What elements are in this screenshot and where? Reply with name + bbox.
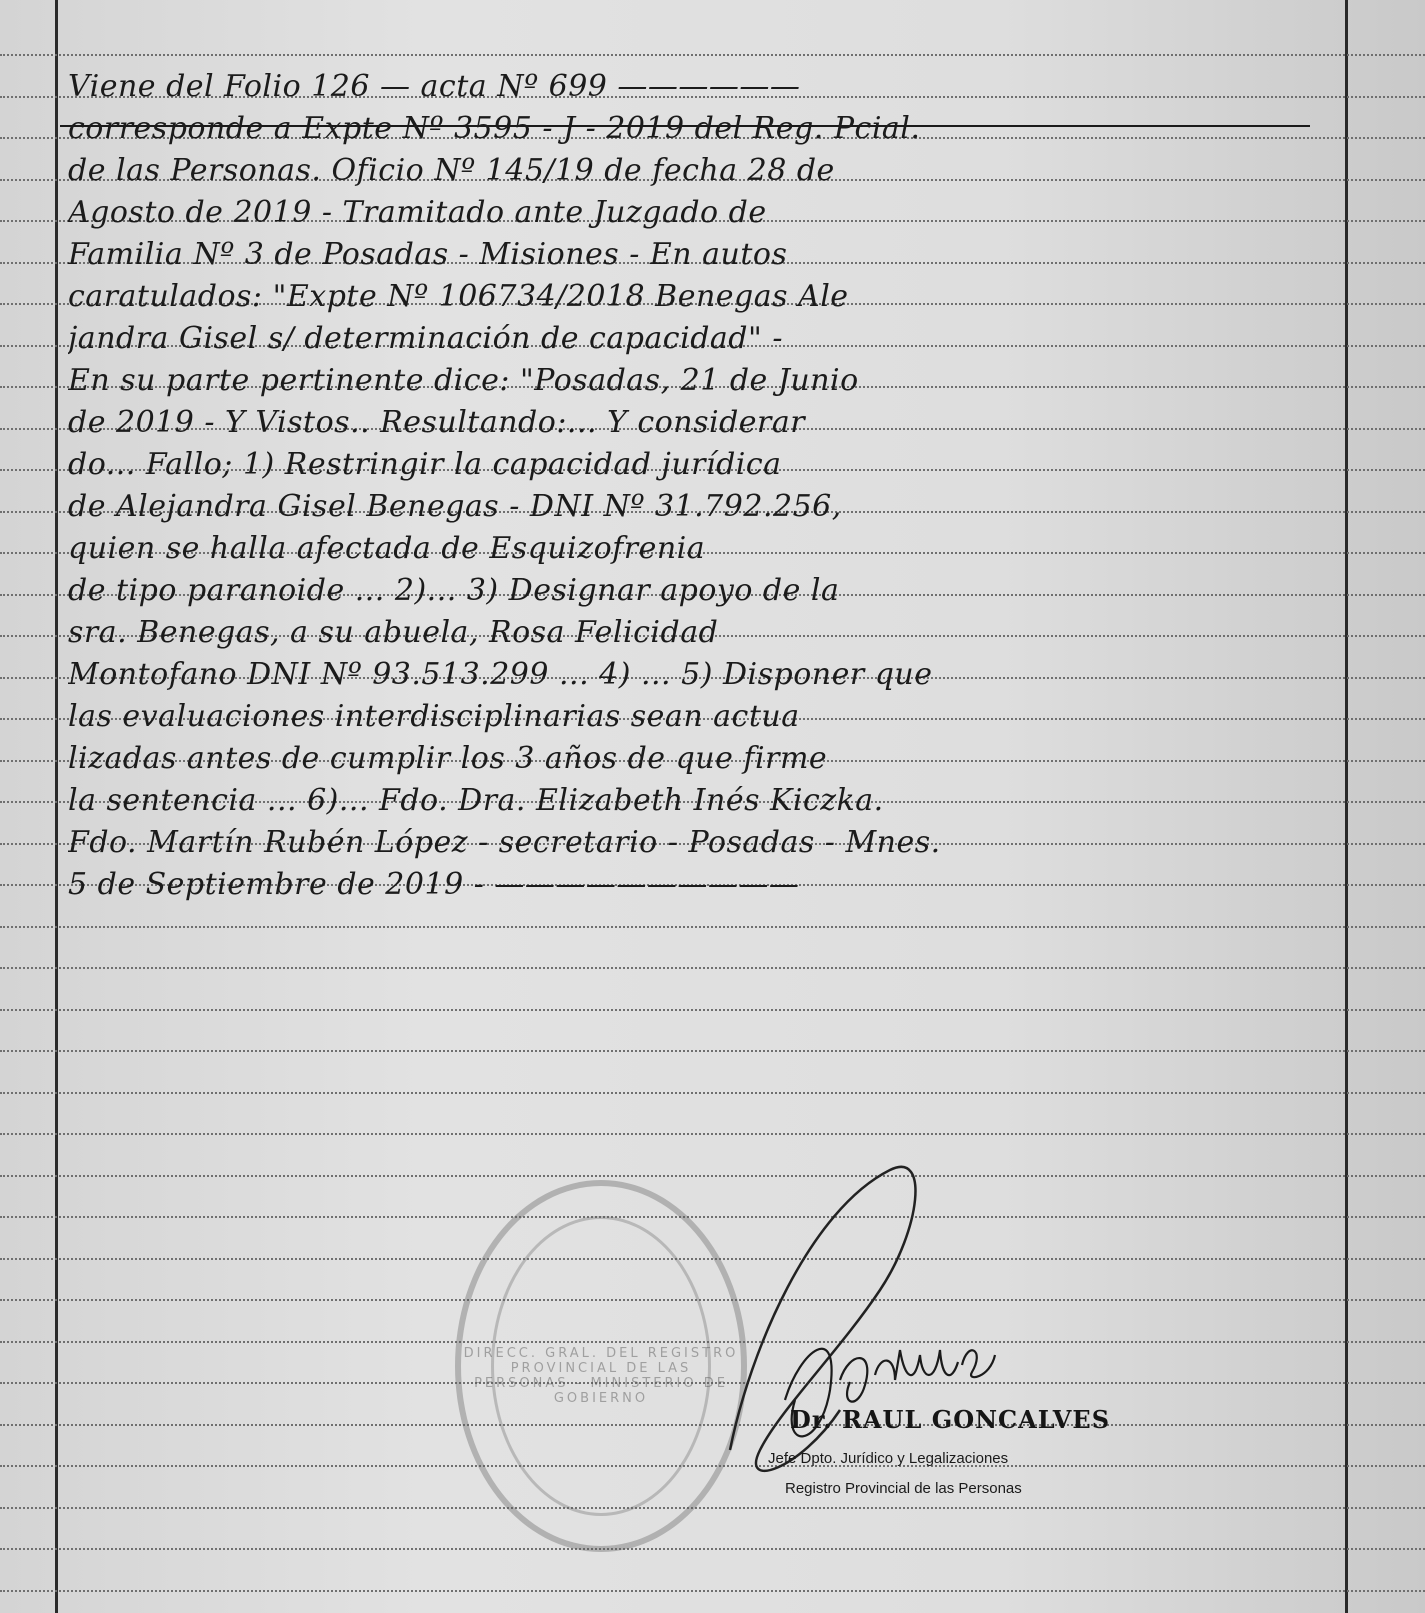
signatory-name: Dr. RAUL GONCALVES	[790, 1405, 1111, 1434]
entry-line: de tipo paranoide ... 2)... 3) Designar apoyo de la	[68, 573, 840, 608]
ruled-line	[0, 1590, 1425, 1592]
entry-line: Montofano DNI Nº 93.513.299 ... 4) ... 5) Disponer que	[68, 657, 933, 692]
signatory-office: Registro Provincial de las Personas	[785, 1480, 1022, 1497]
signatory-title: Jefe Dpto. Jurídico y Legalizaciones	[768, 1450, 1009, 1467]
ruled-line	[0, 926, 1425, 928]
entry-line: Viene del Folio 126 — acta Nº 699 ——————	[68, 69, 801, 104]
entry-line: Agosto de 2019 - Tramitado ante Juzgado de	[68, 195, 767, 230]
ruled-line	[0, 1548, 1425, 1550]
entry-line: las evaluaciones interdisciplinarias sean actua	[68, 699, 800, 734]
entry-line: caratulados: "Expte Nº 106734/2018 Benegas Ale	[68, 279, 849, 314]
entry-line: sra. Benegas, a su abuela, Rosa Felicidad	[68, 615, 719, 650]
entry-line: lizadas antes de cumplir los 3 años de que firme	[68, 741, 828, 776]
ruled-line	[0, 1050, 1425, 1052]
entry-line: de 2019 - Y Vistos.. Resultando:... Y considerar	[68, 405, 806, 440]
entry-line: do... Fallo; 1) Restringir la capacidad jurídica	[68, 447, 782, 482]
entry-line: Familia Nº 3 de Posadas - Misiones - En autos	[68, 237, 788, 272]
entry-line: quien se halla afectada de Esquizofrenia	[68, 531, 706, 566]
entry-line: jandra Gisel s/ determinación de capacidad" -	[68, 321, 783, 356]
ruled-line	[0, 54, 1425, 56]
entry-line: corresponde a Expte Nº 3595 - J - 2019 del Reg. Pcial.	[68, 111, 921, 146]
entry-line: Fdo. Martín Rubén López - secretario - Posadas - Mnes.	[68, 825, 941, 860]
ruled-line	[0, 1009, 1425, 1011]
entry-line: 5 de Septiembre de 2019 - ——————————	[68, 867, 800, 902]
entry-line: En su parte pertinente dice: "Posadas, 21 de Junio	[68, 363, 859, 398]
ruled-line	[0, 967, 1425, 969]
entry-line: de las Personas. Oficio Nº 145/19 de fecha 28 de	[68, 153, 835, 188]
entry-line: de Alejandra Gisel Benegas - DNI Nº 31.792.256,	[68, 489, 842, 524]
handwritten-entry	[68, 66, 1338, 906]
left-margin-rule	[55, 0, 58, 1613]
seal-text: DIRECC. GRAL. DEL REGISTRO PROVINCIAL DE LAS PERSONAS - MINISTERIO DE GOBIERNO	[463, 1346, 739, 1406]
ruled-line	[0, 1092, 1425, 1094]
entry-line: la sentencia ... 6)... Fdo. Dra. Elizabeth Inés Kiczka.	[68, 783, 884, 818]
ruled-line	[0, 1133, 1425, 1135]
right-margin-rule	[1345, 0, 1348, 1613]
